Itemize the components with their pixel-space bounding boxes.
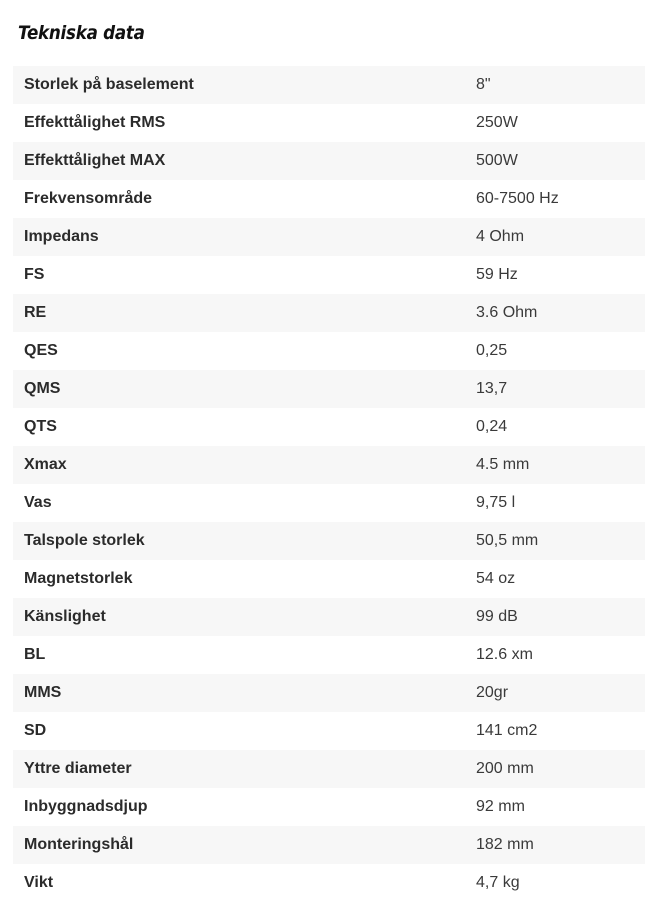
spec-label: Vas — [24, 494, 52, 511]
spec-label: Frekvensområde — [24, 190, 153, 207]
spec-row — [13, 522, 645, 560]
spec-label: BL — [24, 646, 46, 663]
spec-value: 0,24 — [476, 418, 508, 435]
spec-row — [13, 560, 645, 598]
spec-label: Vikt — [24, 874, 54, 891]
spec-label: Inbyggnadsdjup — [24, 798, 148, 815]
spec-label: Xmax — [24, 456, 67, 473]
spec-label: Storlek på baselement — [24, 76, 194, 93]
spec-value: 60-7500 Hz — [476, 190, 559, 207]
spec-row — [13, 104, 645, 142]
spec-row — [13, 370, 645, 408]
spec-row — [13, 332, 645, 370]
spec-label: QES — [24, 342, 58, 359]
spec-label: MMS — [24, 684, 62, 701]
spec-label: FS — [24, 266, 45, 283]
spec-row — [13, 712, 645, 750]
spec-label: RE — [24, 304, 47, 321]
spec-value: 0,25 — [476, 342, 508, 359]
spec-row — [13, 598, 645, 636]
spec-value: 92 mm — [476, 798, 525, 815]
spec-row — [13, 218, 645, 256]
spec-row — [13, 750, 645, 788]
spec-table — [13, 66, 645, 902]
spec-value: 8" — [476, 76, 491, 93]
spec-label: Effekttålighet MAX — [24, 152, 166, 169]
spec-row — [13, 66, 645, 104]
spec-label: QTS — [24, 418, 57, 435]
spec-value: 9,75 l — [476, 494, 516, 511]
spec-value: 12.6 xm — [476, 646, 533, 663]
spec-value: 99 dB — [476, 608, 518, 625]
spec-row — [13, 256, 645, 294]
spec-row — [13, 294, 645, 332]
spec-label: Effekttålighet RMS — [24, 114, 166, 131]
spec-value: 50,5 mm — [476, 532, 539, 549]
spec-value: 54 oz — [476, 570, 516, 587]
spec-value: 500W — [476, 152, 518, 169]
spec-value: 182 mm — [476, 836, 534, 853]
spec-value: 4 Ohm — [476, 228, 525, 245]
spec-value: 20gr — [476, 684, 509, 701]
spec-value: 13,7 — [476, 380, 508, 397]
spec-row — [13, 636, 645, 674]
spec-label: SD — [24, 722, 47, 739]
spec-label: Monteringshål — [24, 836, 134, 853]
spec-label: QMS — [24, 380, 61, 397]
spec-row — [13, 788, 645, 826]
spec-row — [13, 408, 645, 446]
spec-row — [13, 484, 645, 522]
spec-row — [13, 674, 645, 712]
spec-label: Yttre diameter — [24, 760, 132, 777]
spec-value: 3.6 Ohm — [476, 304, 538, 321]
spec-row — [13, 446, 645, 484]
spec-row — [13, 864, 645, 902]
spec-value: 141 cm2 — [476, 722, 538, 739]
spec-value: 59 Hz — [476, 266, 518, 283]
spec-value: 250W — [476, 114, 518, 131]
spec-table-body — [13, 66, 645, 902]
section-title: Tekniska data — [18, 22, 145, 44]
spec-label: Magnetstorlek — [24, 570, 133, 587]
spec-value: 4.5 mm — [476, 456, 530, 473]
spec-row — [13, 826, 645, 864]
spec-value: 4,7 kg — [476, 874, 520, 891]
spec-row — [13, 180, 645, 218]
spec-value: 200 mm — [476, 760, 534, 777]
spec-label: Talspole storlek — [24, 532, 145, 549]
spec-row — [13, 142, 645, 180]
spec-label: Känslighet — [24, 608, 106, 625]
spec-label: Impedans — [24, 228, 99, 245]
